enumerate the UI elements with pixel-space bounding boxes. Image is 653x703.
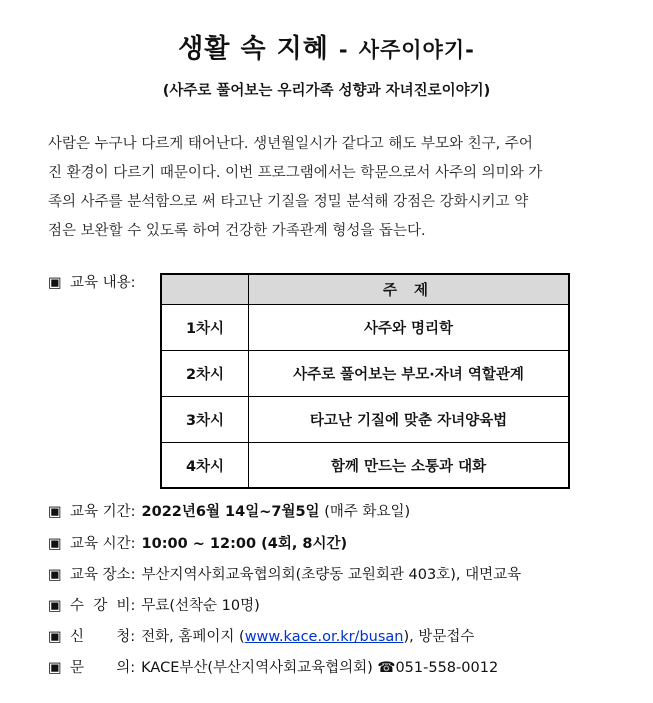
info-value: KACE부산(부산지역사회교육협의회) [141,660,373,676]
title-sub: 사주이야기- [358,38,475,62]
intro-line: 사람은 누구나 다르게 태어난다. 생년월일시가 같다고 해도 부모와 친구, 주어 [48,136,533,152]
info-value-pre: 전화, 홈페이지 ( [141,629,245,645]
topic-cell: 함께 만드는 소통과 대화 [249,443,570,489]
curriculum-label-text: 교육 내용: [70,275,136,291]
curriculum-label [48,271,136,292]
phone-number: 051-558-0012 [395,660,499,676]
info-note: (매주 화요일) [324,504,411,520]
info-period [48,500,410,521]
table-row [161,305,569,351]
square-bullet-icon: ▣ [48,275,62,291]
info-label: 교육 기간: [70,504,136,520]
info-value-post: ), 방문접수 [403,629,475,645]
table-header-topic: 주 제 [249,274,570,305]
page-subtitle: (사주로 풀어보는 우리가족 성향과 자녀진로이야기) [162,83,491,99]
info-value: 2022년6월 14일~7월5일 [141,504,320,520]
topic-cell: 타고난 기질에 맞춘 자녀양육법 [249,397,570,443]
info-contact [48,656,498,677]
square-bullet-icon: ▣ [48,629,62,645]
square-bullet-icon: ▣ [48,567,62,583]
info-value: 10:00 ~ 12:00 (4회, 8시간) [141,536,348,552]
info-label: 문 의: [70,660,136,676]
table-row [161,397,569,443]
info-label: 교육 시간: [70,536,136,552]
session-cell: 2차시 [161,351,249,397]
intro-line: 점은 보완할 수 있도록 하여 건강한 가족관계 형성을 돕는다. [48,223,426,239]
square-bullet-icon: ▣ [48,598,62,614]
info-apply [48,625,474,646]
session-cell: 3차시 [161,397,249,443]
info-label: 교육 장소: [70,567,136,583]
session-cell: 1차시 [161,305,249,351]
info-fee [48,594,260,615]
intro-paragraph [48,130,616,246]
title-main: 생활 속 지혜 [178,34,329,64]
square-bullet-icon: ▣ [48,504,62,520]
info-time [48,532,347,553]
square-bullet-icon: ▣ [48,660,62,676]
phone-icon: ☎ [377,660,396,676]
info-place [48,563,521,584]
topic-cell: 사주로 풀어보는 부모·자녀 역할관계 [249,351,570,397]
table-row [161,443,569,489]
table-header-session [161,274,249,305]
square-bullet-icon: ▣ [48,536,62,552]
info-value: 무료(선착순 10명) [141,598,260,614]
info-label: 수 강 비: [70,598,136,614]
table-row [161,351,569,397]
table-header-row [161,274,569,305]
info-label: 신 청: [70,629,136,645]
intro-line: 족의 사주를 분석함으로 써 타고난 기질을 정밀 분석해 강점은 강화시키고 약 [48,194,529,210]
title-dash: - [338,38,349,62]
info-value: 부산지역사회교육협의회(초량동 교원회관 403호), 대면교육 [141,567,522,583]
page-title [0,28,653,65]
intro-line: 진 환경이 다르기 때문이다. 이번 프로그램에서는 학문으로서 사주의 의미와 가 [48,165,543,181]
session-cell: 4차시 [161,443,249,489]
topic-cell: 사주와 명리학 [249,305,570,351]
homepage-link[interactable]: www.kace.or.kr/busan [244,629,404,645]
curriculum-table [160,273,570,489]
